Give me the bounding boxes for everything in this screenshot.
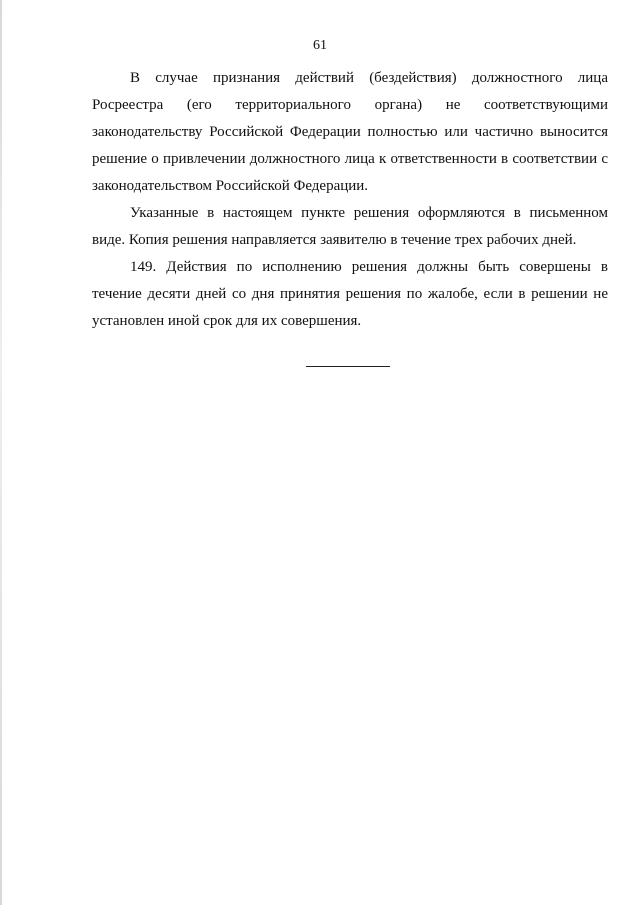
document-body — [92, 65, 608, 335]
page-number: 61 — [313, 38, 327, 53]
end-separator-line — [306, 366, 390, 367]
paragraph-149-execution: 149. Действия по исполнению решения должны быть совершены в течение десяти дней со дня принятия решения по жалобе, если в решении не установлен иной срок для их совершения. — [92, 259, 608, 329]
scan-edge — [0, 0, 2, 905]
paragraph-violation-decision: В случае признания действий (бездействия) должностного лица Росреестра (его территориального органа) не соответствующими законодательству Российской Федерации полностью или частично выносится решение о привлечении должностного лица к ответственности в соответствии с законодательством Российской Федерации. — [92, 70, 608, 194]
paragraph-written-decision: Указанные в настоящем пункте решения оформляются в письменном виде. Копия решения направляется заявителю в течение трех рабочих дней. — [92, 205, 608, 248]
